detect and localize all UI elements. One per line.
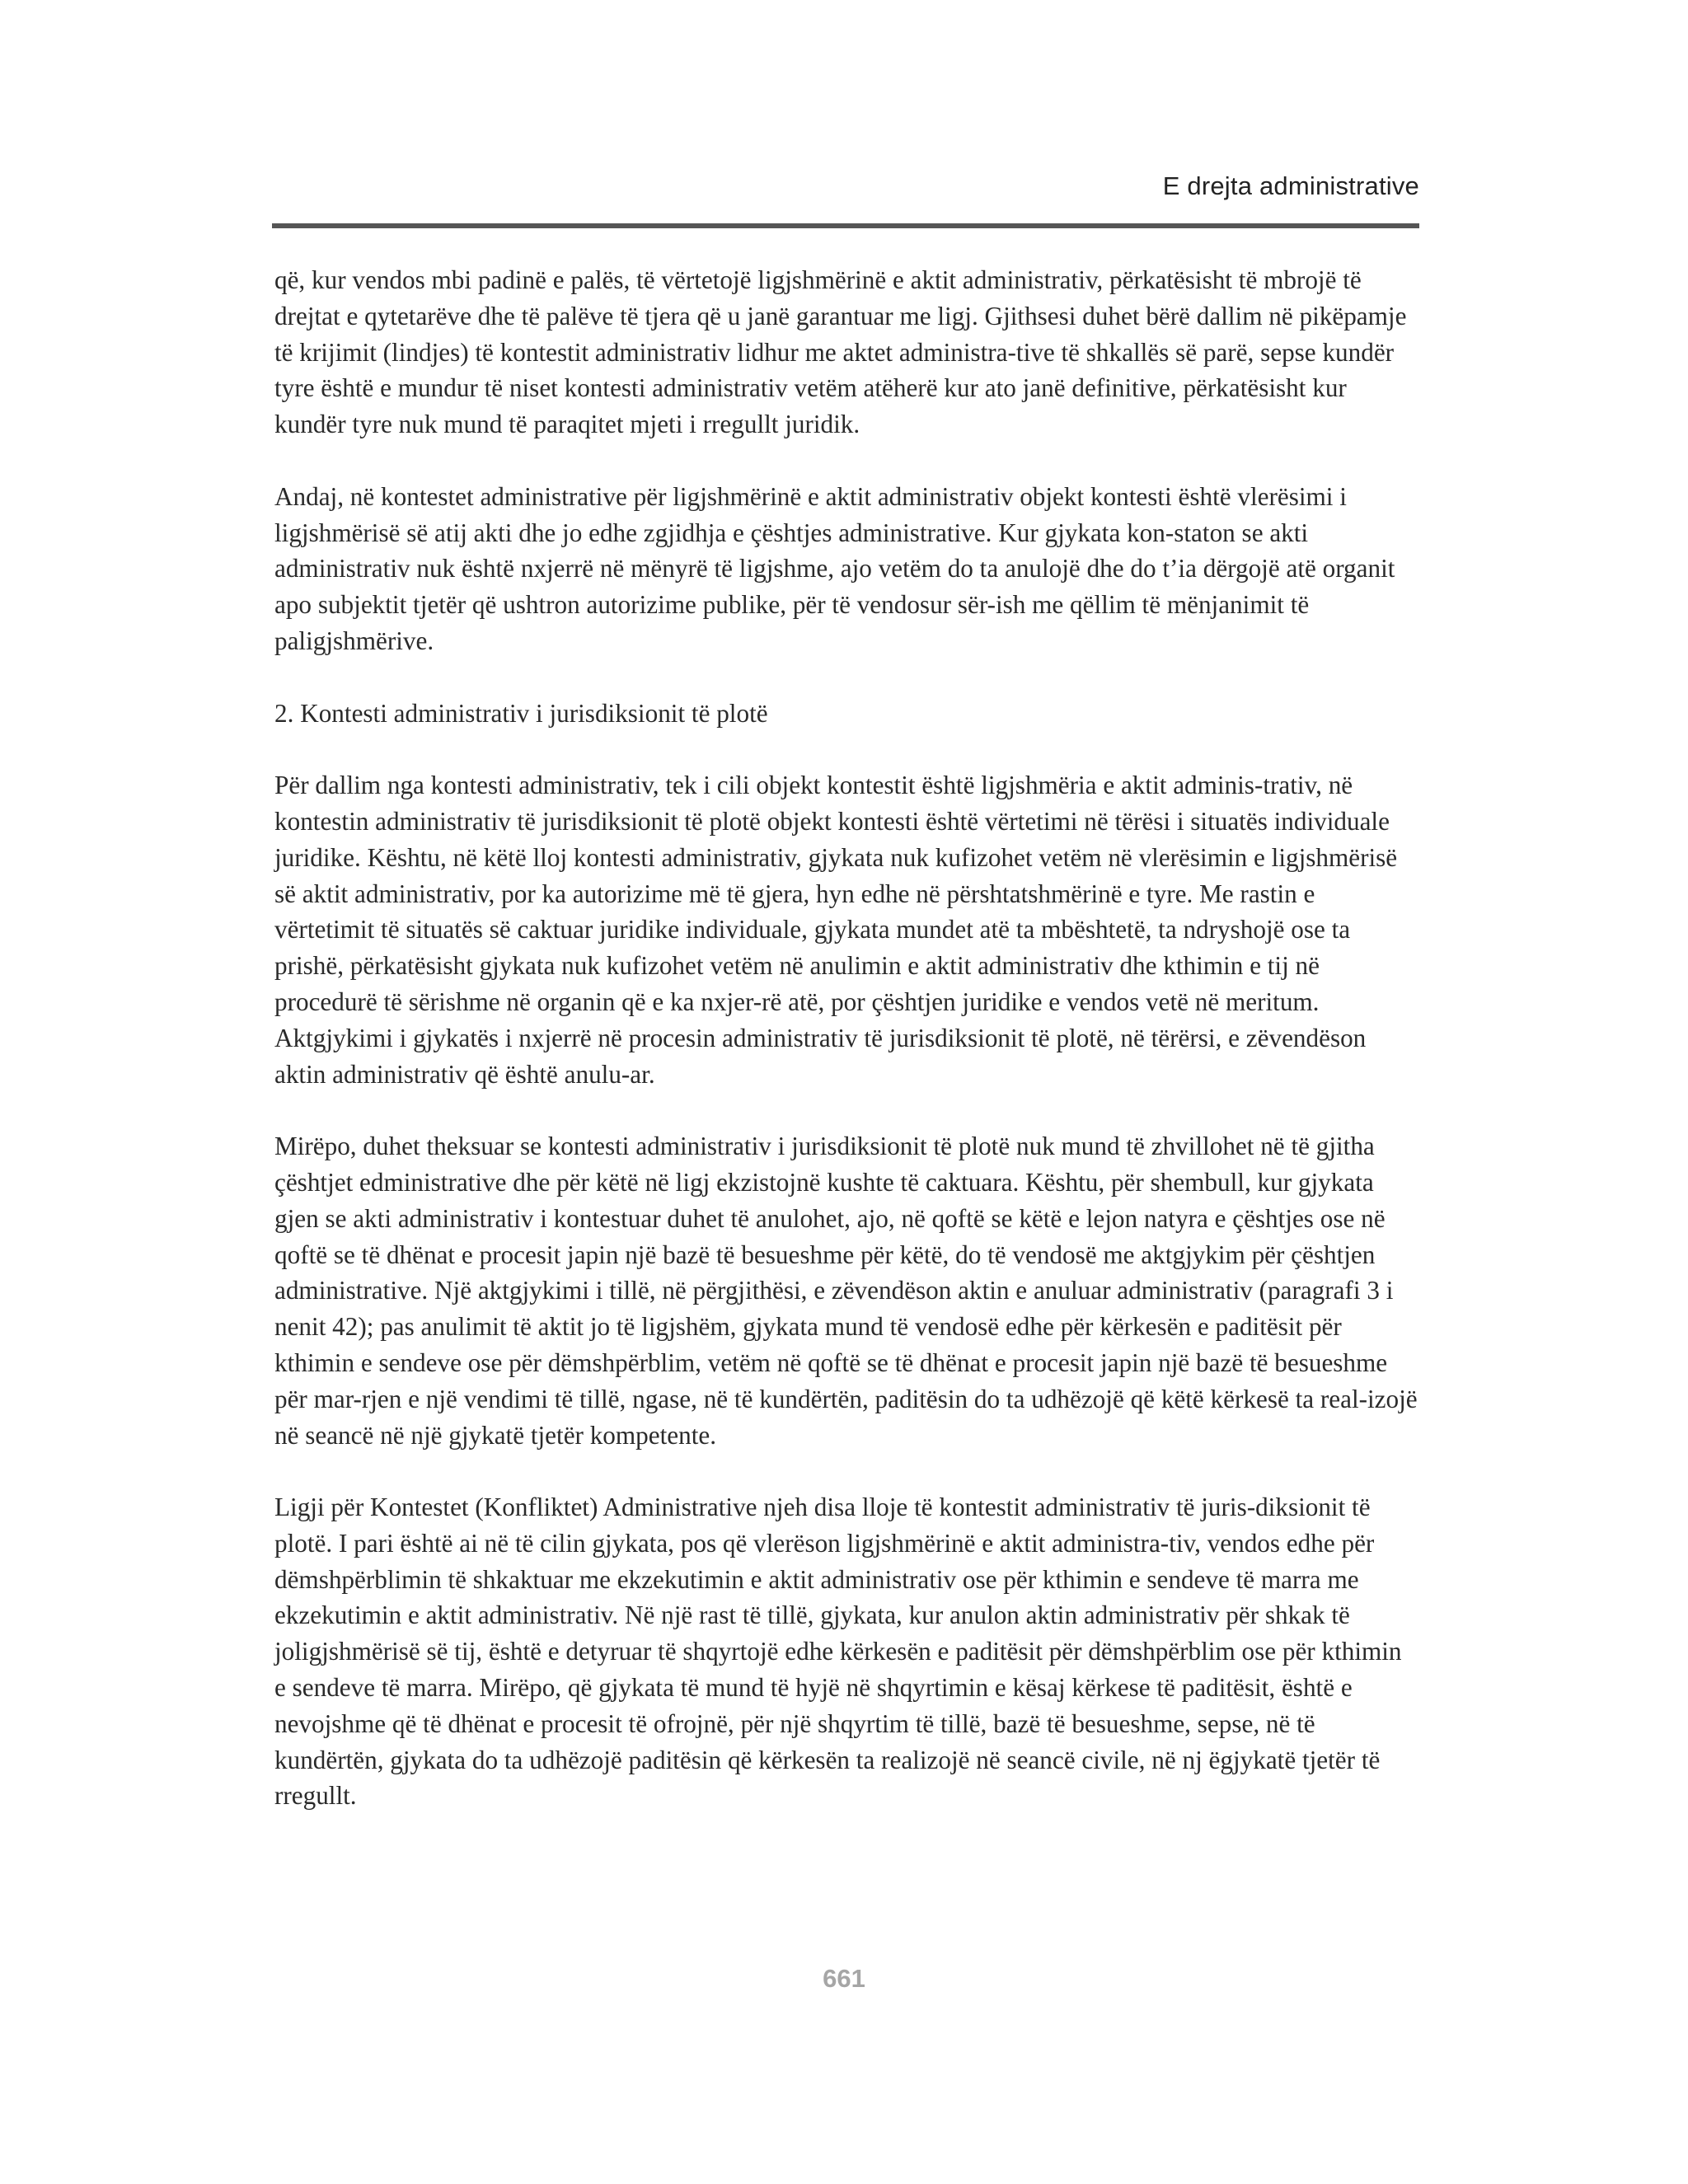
paragraph-3: Për dallim nga kontesti administrativ, tek i cili objekt kontestit është ligjshmëria e aktit adminis-trativ, në kontestin administrativ të jurisdiksionit të plotë objekt kontesti është vërtetimi në tërësi i situatës individuale juridike. Kështu, në këtë lloj kontesti administrativ, gjykata nuk kufizohet vetëm në vlerësimin e ligjshmërisë së aktit administrativ, por ka autorizime më të gjera, hyn edhe në përshtatshmërinë e tyre. Me rastin e vërtetimit të situatës së caktuar juridike individuale, gjykata mundet atë ta mbështetë, ta ndryshojë ose ta prishë, përkatësisht gjykata nuk kufizohet vetëm në anulimin e aktit administrativ dhe kthimin e tij në procedurë të sërishme në organin që e ka nxjer-rë atë, por çështjen juridike e vendos vetë në meritum. Aktgjykimi i gjykatës i nxjerrë në procesin administrativ të jurisdiksionit të plotë, në tërërsi, e zëvendëson aktin administrativ që është anulu-ar. bbox=[274, 771, 1398, 1089]
page-number: 661 bbox=[823, 1964, 865, 1993]
header-divider bbox=[272, 223, 1419, 228]
paragraph-2: Andaj, në kontestet administrative për ligjshmërinë e aktit administrativ objekt kontesti është vlerësimi i ligjshmërisë së atij akti dhe jo edhe zgjidhja e çështjes administrative. Kur gjykata kon-staton se akti administrativ nuk është nxjerrë në mënyrë të ligjshme, ajo vetëm do ta anulojë dhe do t’ia dërgojë atë organit apo subjektit tjetër që ushtron autorizime publike, për të vendosur sër-ish me qëllim të mënjanimit të paligjshmërive. bbox=[274, 481, 1395, 655]
body-text bbox=[274, 262, 1418, 1814]
running-header-title: E drejta administrative bbox=[1162, 171, 1419, 200]
paragraph-5: Ligji për Kontestet (Konfliktet) Administrative njeh disa lloje të kontestit administrativ të juris-diksionit të plotë. I pari është ai në të cilin gjykata, pos që vlerëson ligjshmërinë e aktit administra-tiv, vendos edhe për dëmshpërblimin të shkaktuar me ekzekutimin e aktit administrativ ose për kthimin e sendeve të marra me ekzekutimin e aktit administrativ. Në një rast të tillë, gjykata, kur anulon aktin administrativ për shkak të joligjshmërisë së tij, është e detyruar të shqyrtojë edhe kërkesën e paditësit për dëmshpërblim ose për kthimin e sendeve të marra. Mirëpo, që gjykata të mund të hyjë në shqyrtimin e kësaj kërkese të paditësit, është e nevojshme që të dhënat e procesit të ofrojnë, për një shqyrtim të tillë, bazë të besueshme, sepse, në të kundërtën, gjykata do ta udhëzojë paditësin që kërkesën ta realizojë në seancë civile, në nj ëgjykatë tjetër të rregullt. bbox=[274, 1493, 1402, 1811]
section-heading: 2. Kontesti administrativ i jurisdiksionit të plotë bbox=[274, 698, 768, 728]
paragraph-4: Mirëpo, duhet theksuar se kontesti administrativ i jurisdiksionit të plotë nuk mund të zhvillohet në të gjitha çështjet edministrative dhe për këtë në ligj ekzistojnë kushte të caktuara. Kështu, për shembull, kur gjykata gjen se akti administrativ i kontestuar duhet të anulohet, ajo, në qoftë se këtë e lejon natyra e çështjes ose në qoftë se të dhënat e procesit japin një bazë të besueshme për këtë, do të vendosë me aktgjykim për çështjen administrative. Një aktgjykimi i tillë, në përgjithësi, e zëvendëson aktin e anuluar administrativ (paragrafi 3 i nenit 42); pas anulimit të aktit jo të ligjshëm, gjykata mund të vendosë edhe për kërkesën e paditësit për kthimin e sendeve ose për dëmshpërblim, vetëm në qoftë se të dhënat e procesit japin një bazë të besueshme për mar-rjen e një vendimi të tillë, ngase, në të kundërtën, paditësin do ta udhëzojë që këtë kërkesë ta real-izojë në seancë në një gjykatë tjetër kompetente. bbox=[274, 1132, 1418, 1450]
paragraph-1: që, kur vendos mbi padinë e palës, të vërtetojë ligjshmërinë e aktit administrativ, përkatësisht të mbrojë të drejtat e qytetarëve dhe të palëve të tjera që u janë garantuar me ligj. Gjithsesi duhet bërë dallim në pikëpamje të krijimit (lindjes) të kontestit administrativ lidhur me aktet administra-tive të shkallës së parë, sepse kundër tyre është e mundur të niset kontesti administrativ vetëm atëherë kur ato janë definitive, përkatësisht kur kundër tyre nuk mund të paraqitet mjeti i rregullt juridik. bbox=[274, 265, 1407, 439]
